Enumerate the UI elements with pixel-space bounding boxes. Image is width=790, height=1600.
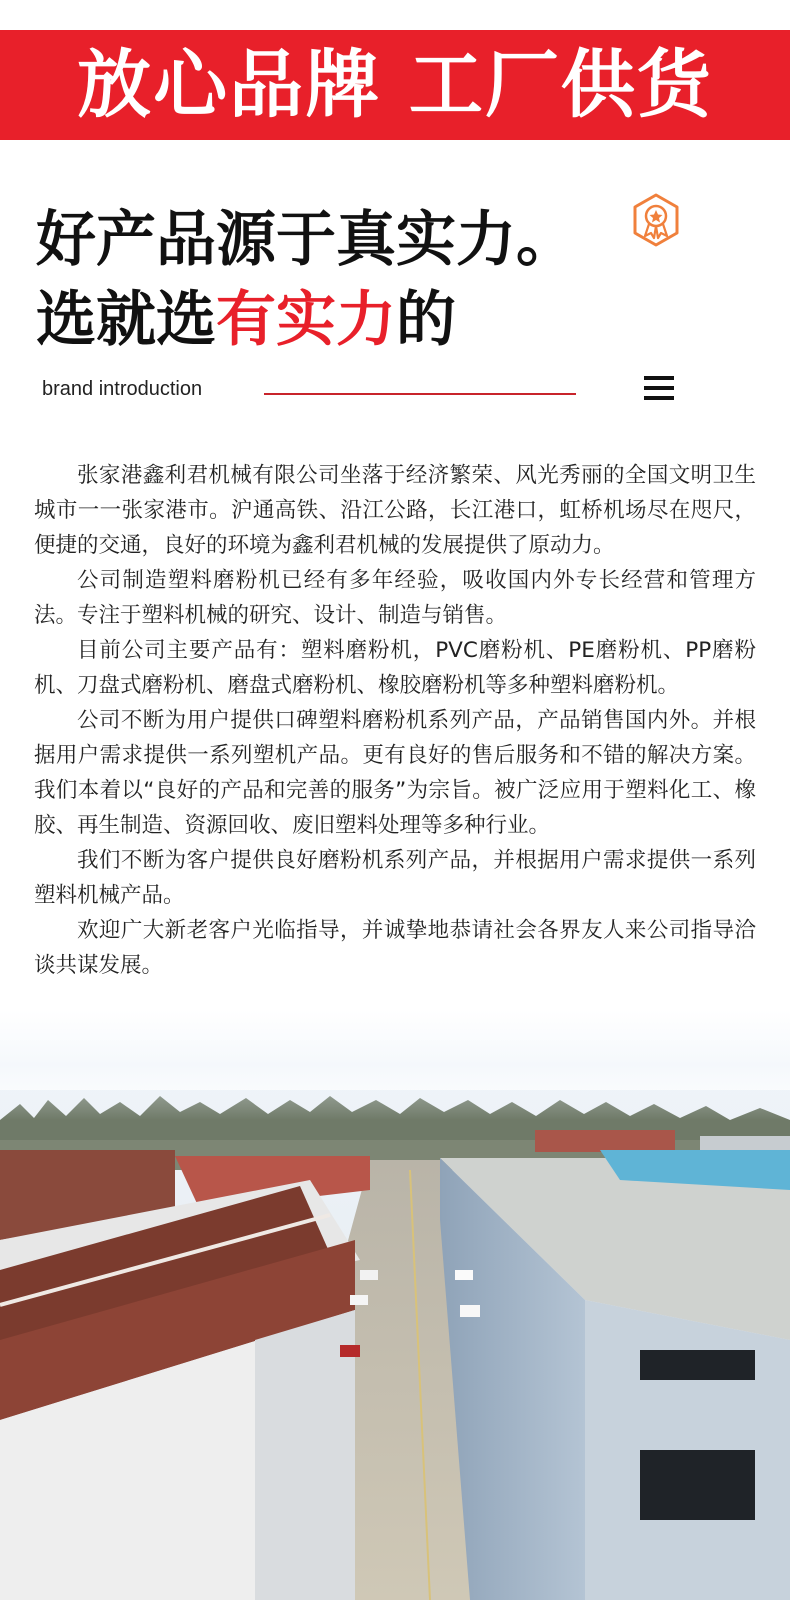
intro-paragraph: 目前公司主要产品有：塑料磨粉机，PVC磨粉机、PE磨粉机、PP磨粉机、刀盘式磨粉机、磨盘式磨粉机、橡胶磨粉机等多种塑料磨粉机。 (34, 638, 756, 698)
intro-paragraph: 我们不断为客户提供良好磨粉机系列产品，并根据用户需求提供一系列塑料机械产品。 (34, 848, 756, 908)
company-introduction (34, 458, 756, 983)
headline-line-2 (36, 272, 456, 358)
headline-line-1: 好产品源于真实力。 (36, 205, 576, 275)
menu-icon[interactable] (644, 376, 674, 404)
intro-paragraph: 公司制造塑料磨粉机已经有多年经验，吸收国内外专长经营和管理方法。专注于塑料机械的研究、设计、制造与销售。 (34, 568, 756, 628)
headline-highlight: 有实力 (216, 285, 396, 355)
section-divider (264, 393, 576, 395)
intro-paragraph: 张家港鑫利君机械有限公司坐落于经济繁荣、风光秀丽的全国文明卫生城市一一张家港市。沪通高铁、沿江公路，长江港口，虹桥机场尽在咫尺，便捷的交通，良好的环境为鑫利君机械的发展提供了原动力。 (34, 463, 756, 558)
award-badge-icon (630, 192, 682, 248)
headline-prefix: 选就选 (36, 285, 216, 355)
factory-aerial-photo (0, 1090, 790, 1600)
brand-introduction-label: brand introduction (42, 378, 203, 400)
banner-title: 放心品牌 工厂供货 (77, 42, 713, 128)
headline-suffix: 的 (396, 285, 456, 355)
intro-paragraph: 欢迎广大新老客户光临指导，并诚挚地恭请社会各界友人来公司指导洽谈共谋发展。 (34, 918, 756, 978)
photo-top-fade (0, 1010, 790, 1120)
top-banner (0, 30, 790, 140)
intro-paragraph: 公司不断为用户提供口碑塑料磨粉机系列产品，产品销售国内外。并根据用户需求提供一系列塑机产品。更有良好的售后服务和不错的解决方案。我们本着以“良好的产品和完善的服务”为宗旨。被广泛应用于塑料化工、橡胶、再生制造、资源回收、废旧塑料处理等多种行业。 (34, 708, 756, 838)
